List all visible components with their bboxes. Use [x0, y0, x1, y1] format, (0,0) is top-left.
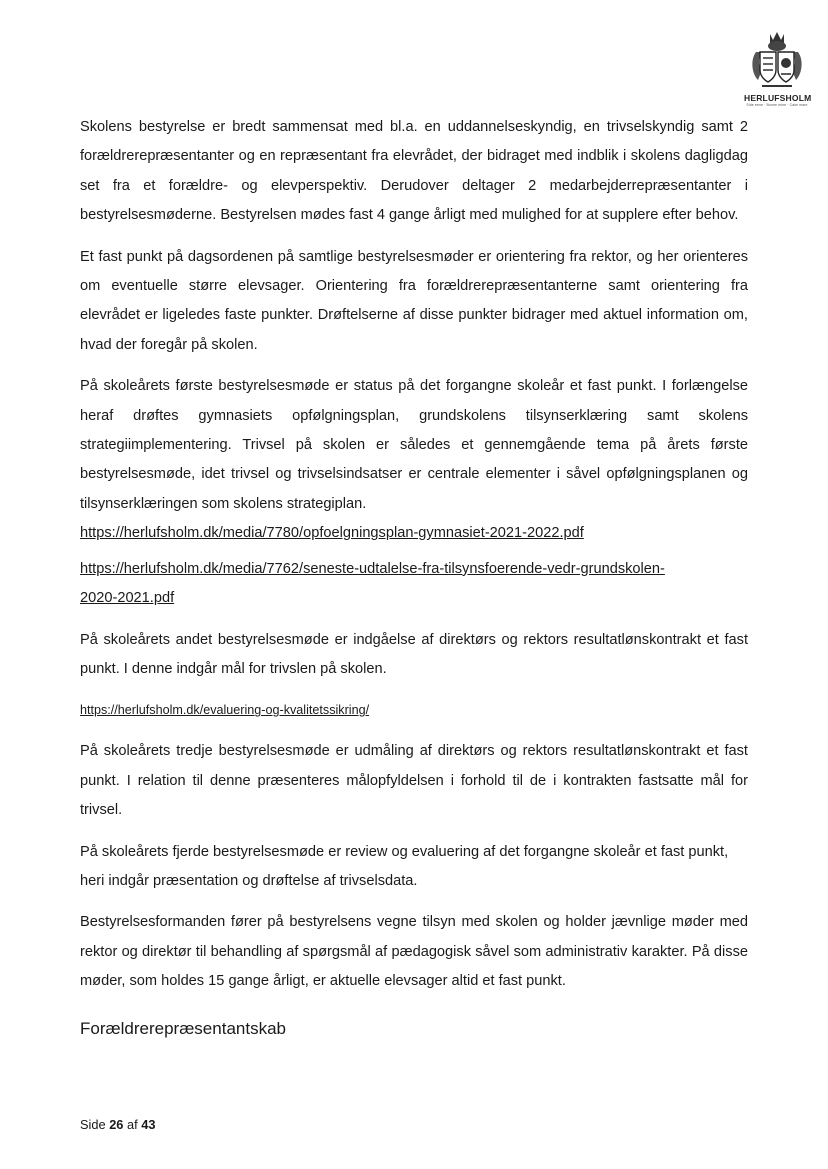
paragraph-board-composition: Skolens bestyrelse er bredt sammensat med bl.a. en uddannelseskyndig, en trivselskyndig samt 2 forældrerepræsentanter og en repræsentant fra elevrådet, der bidraget med indblik i skolens dagligdag set fra et forældre- og elevperspektiv. Derudover deltager 2 medarbejderrepræsentanter i bestyrelsesmøderne. Bestyrelsen mødes fast 4 gange årligt med mulighed for at supplere efter behov. — [80, 119, 748, 224]
coat-of-arms-icon — [748, 30, 806, 92]
page-footer — [80, 1117, 155, 1132]
footer-page-total: 43 — [141, 1117, 156, 1132]
paragraph-agenda: Et fast punkt på dagsordenen på samtlige bestyrelsesmøder er orientering fra rektor, og her orienteres om eventuelle større elevsager. Orientering fra forældrerepræsentanterne samt orientering fra elevrådet er ligeledes faste punkter. Drøftelserne af disse punkter bidrager med aktuel information om, hvad der foregår på skolen. — [80, 248, 748, 353]
link-tilsynsudtalelse-line2: 2020-2021.pdf — [80, 590, 175, 607]
link-evaluering[interactable]: https://herlufsholm.dk/evaluering-og-kvalitetssikring/ — [80, 703, 370, 718]
paragraph-third-meeting: På skoleårets tredje bestyrelsesmøde er udmåling af direktørs og rektors resultatlønskontrakt et fast punkt. I relation til denne præsenteres målopfyldelsen i forhold til de i kontrakten fastsatte mål for trivsel. — [80, 743, 748, 819]
paragraph-chairman: Bestyrelsesformanden fører på bestyrelsens vegne tilsyn med skolen og holder jævnlige møder med rektor og direktør til behandling af spørgsmål af pædagogisk såvel som administrativ karakter. På disse møder, som holdes 15 gange årligt, er aktuelle elevsager altid et fast punkt. — [80, 914, 748, 990]
link-opfoelgningsplan[interactable]: https://herlufsholm.dk/media/7780/opfoelgningsplan-gymnasiet-2021-2022.pdf — [80, 525, 584, 542]
logo-wordmark: HERLUFSHOLM — [744, 93, 812, 103]
body-text — [80, 113, 748, 1041]
logo-motto: Side eene · Bonne mine · Calm mare — [746, 103, 808, 107]
paragraph-first-meeting: På skoleårets første bestyrelsesmøde er status på det forgangne skoleår et fast punkt. I forlængelse heraf drøftes gymnasiets opfølgningsplan, grundskolens tilsynserklæring samt skolens strategiimplementering. Trivsel på skolen er således et gennemgående tema på årets første bestyrelsesmøde, idet trivsel og trivselsindsatser er centrale elementer i såvel opfølgningsplanen og tilsynserklæringen som skolens strategiplan. — [80, 378, 748, 512]
footer-separator: af — [126, 1117, 138, 1132]
link-tilsynsudtalelse-line1: https://herlufsholm.dk/media/7762/seneste-udtalelse-fra-tilsynsfoerende-vedr-grundskolen- — [80, 560, 665, 577]
paragraph-second-meeting: På skoleårets andet bestyrelsesmøde er indgåelse af direktørs og rektors resultatlønskontrakt et fast punkt. I denne indgår mål for trivslen på skolen. — [80, 631, 748, 677]
paragraph-fourth-meeting: På skoleårets fjerde bestyrelsesmøde er review og evaluering af det forgangne skoleår et fast punkt, heri indgår præsentation og drøftelse af trivselsdata. — [80, 843, 729, 889]
footer-page-number: 26 — [109, 1117, 124, 1132]
herlufsholm-logo — [744, 30, 810, 110]
section-heading: Forældrerepræsentantskab — [80, 1018, 286, 1038]
link-tilsynsudtalelse[interactable] — [80, 555, 748, 614]
footer-prefix: Side — [80, 1117, 106, 1132]
